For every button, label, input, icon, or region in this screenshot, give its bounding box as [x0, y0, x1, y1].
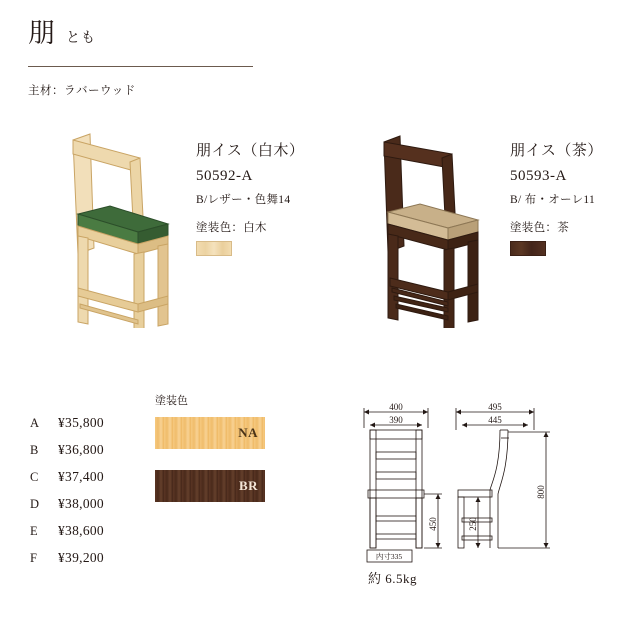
- finish-code-na: NA: [238, 425, 258, 440]
- dim-seat-height: 450: [428, 517, 438, 531]
- product-info-brown: [510, 142, 603, 256]
- price-table: [30, 415, 104, 577]
- product-code: 50593-A: [510, 167, 567, 184]
- price-grade: A: [30, 416, 40, 430]
- finish-code-br: BR: [238, 478, 258, 493]
- title-main: 朋: [28, 18, 56, 48]
- price-grade: F: [30, 551, 37, 565]
- price-value: ¥38,000: [58, 496, 104, 511]
- price-grade: B: [30, 443, 39, 457]
- title-sub: とも: [66, 31, 96, 46]
- weight-note: 約 6.5kg: [368, 571, 418, 586]
- price-grade: D: [30, 497, 40, 511]
- table-row: [30, 442, 104, 469]
- product-finish-label: 塗装色：茶: [510, 221, 569, 234]
- product-spec: B/レザー・色舞14: [196, 193, 291, 206]
- price-value: ¥37,400: [58, 469, 104, 484]
- price-value: ¥38,600: [58, 523, 104, 538]
- table-row: [30, 496, 104, 523]
- dim-front-width-inner: 390: [389, 415, 403, 425]
- chair-natural-photo: [18, 128, 188, 328]
- dim-total-height: 800: [536, 485, 546, 499]
- product-finish-label: 塗装色：白木: [196, 221, 267, 234]
- price-value: ¥36,800: [58, 442, 104, 457]
- price-grade: C: [30, 470, 39, 484]
- table-row: [30, 523, 104, 550]
- table-row: [30, 415, 104, 442]
- product-code: 50592-A: [196, 167, 253, 184]
- dim-side-depth-outer: 495: [488, 402, 502, 412]
- finish-legend-label: 塗装色: [155, 395, 188, 407]
- product-name: 朋イス（茶）: [510, 143, 603, 159]
- material-note: 主材：ラバーウッド: [28, 85, 136, 97]
- price-value: ¥39,200: [58, 550, 104, 565]
- product-info-natural: [196, 142, 304, 256]
- title-divider: [28, 66, 253, 67]
- page-title: [28, 20, 96, 47]
- chair-brown-photo: [352, 128, 522, 328]
- dim-front-width-outer: 400: [389, 402, 403, 412]
- table-row: [30, 550, 104, 577]
- finish-legend-na: [155, 417, 265, 449]
- price-value: ¥35,800: [58, 415, 104, 430]
- product-name: 朋イス（白木）: [196, 143, 305, 159]
- finish-legend-br: [155, 470, 265, 502]
- price-grade: E: [30, 524, 38, 538]
- table-row: [30, 469, 104, 496]
- finish-swatch-brown: [510, 241, 546, 256]
- product-spec: B/ 布・オーレ11: [510, 193, 596, 206]
- dim-inner-width: 内寸335: [375, 552, 403, 561]
- dim-seat-depth: 250: [468, 517, 478, 531]
- finish-swatch-natural: [196, 241, 232, 256]
- dim-side-depth-inner: 445: [488, 415, 502, 425]
